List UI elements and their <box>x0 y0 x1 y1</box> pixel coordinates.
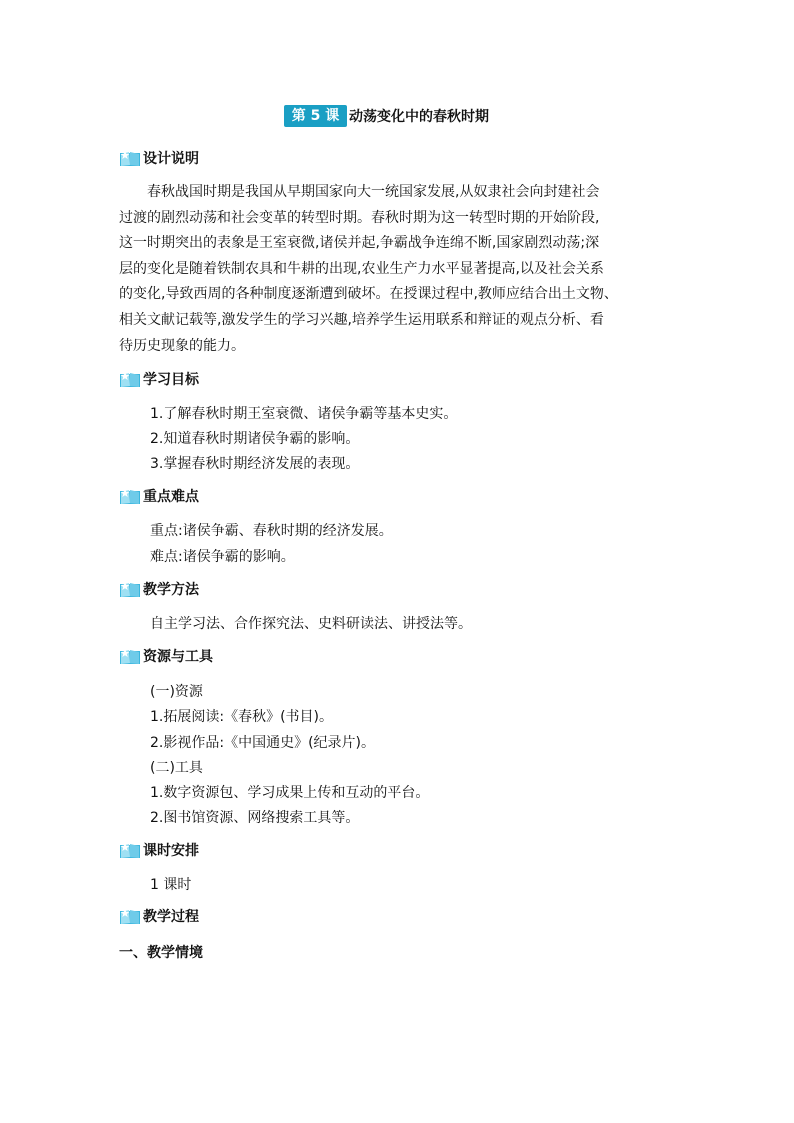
book-icon <box>119 150 141 168</box>
paragraph-line: 过渡的剧烈动荡和社会变革的转型时期。春秋时期为这一转型时期的开始阶段, <box>119 209 600 226</box>
book-icon <box>119 371 141 389</box>
lesson-title-row <box>0 105 794 129</box>
resource-item: 1.拓展阅读:《春秋》(书目)。 <box>150 709 333 725</box>
resource-item: 2.图书馆资源、网络搜索工具等。 <box>150 810 360 826</box>
paragraph-line: 待历史现象的能力。 <box>119 337 245 354</box>
section-label: 重点难点 <box>143 489 199 505</box>
section-heading-design <box>119 148 199 170</box>
design-paragraph <box>119 180 659 359</box>
schedule-text: 1 课时 <box>150 877 192 893</box>
keypoint-item: 重点:诸侯争霸、春秋时期的经济发展。 <box>150 523 393 539</box>
section-heading-methods <box>119 579 199 601</box>
section-heading-resources <box>119 646 213 668</box>
book-icon <box>119 488 141 506</box>
subheading-teaching-context: 一、教学情境 <box>119 945 203 961</box>
section-heading-objectives <box>119 369 199 391</box>
objective-item: 1.了解春秋时期王室衰微、诸侯争霸等基本史实。 <box>150 406 458 422</box>
book-icon <box>119 908 141 926</box>
section-label: 设计说明 <box>143 151 199 167</box>
paragraph-line: 春秋战国时期是我国从早期国家向大一统国家发展,从奴隶社会向封建社会 <box>147 184 600 200</box>
section-label: 学习目标 <box>143 372 199 388</box>
paragraph-line: 相关文献记载等,激发学生的学习兴趣,培养学生运用联系和辩证的观点分析、看 <box>119 311 604 328</box>
methods-text: 自主学习法、合作探究法、史料研读法、讲授法等。 <box>150 616 472 632</box>
section-label: 课时安排 <box>143 843 199 859</box>
resource-item: 1.数字资源包、学习成果上传和互动的平台。 <box>150 785 430 801</box>
objective-item: 3.掌握春秋时期经济发展的表现。 <box>150 456 360 472</box>
section-label: 资源与工具 <box>143 649 213 665</box>
paragraph-line: 层的变化是随着铁制农具和牛耕的出现,农业生产力水平显著提高,以及社会关系 <box>119 260 604 277</box>
paragraph-line: 的变化,导致西周的各种制度逐渐遭到破坏。在授课过程中,教师应结合出土文物、 <box>119 286 618 303</box>
book-icon <box>119 842 141 860</box>
paragraph-line: 这一时期突出的表象是王室衰微,诸侯并起,争霸战争连绵不断,国家剧烈动荡;深 <box>119 235 600 252</box>
resource-item: 2.影视作品:《中国通史》(纪录片)。 <box>150 735 375 751</box>
resource-item: (一)资源 <box>150 684 203 700</box>
keypoint-item: 难点:诸侯争霸的影响。 <box>150 549 295 565</box>
section-heading-schedule <box>119 840 199 862</box>
section-label: 教学过程 <box>143 909 199 925</box>
resource-item: (二)工具 <box>150 760 203 776</box>
lesson-title: 动荡变化中的春秋时期 <box>349 109 489 125</box>
section-label: 教学方法 <box>143 582 199 598</box>
lesson-number-badge: 第 5 课 <box>284 105 347 127</box>
book-icon <box>119 648 141 666</box>
objective-item: 2.知道春秋时期诸侯争霸的影响。 <box>150 431 360 447</box>
section-heading-process <box>119 906 199 928</box>
book-icon <box>119 581 141 599</box>
section-heading-keypoints <box>119 486 199 508</box>
